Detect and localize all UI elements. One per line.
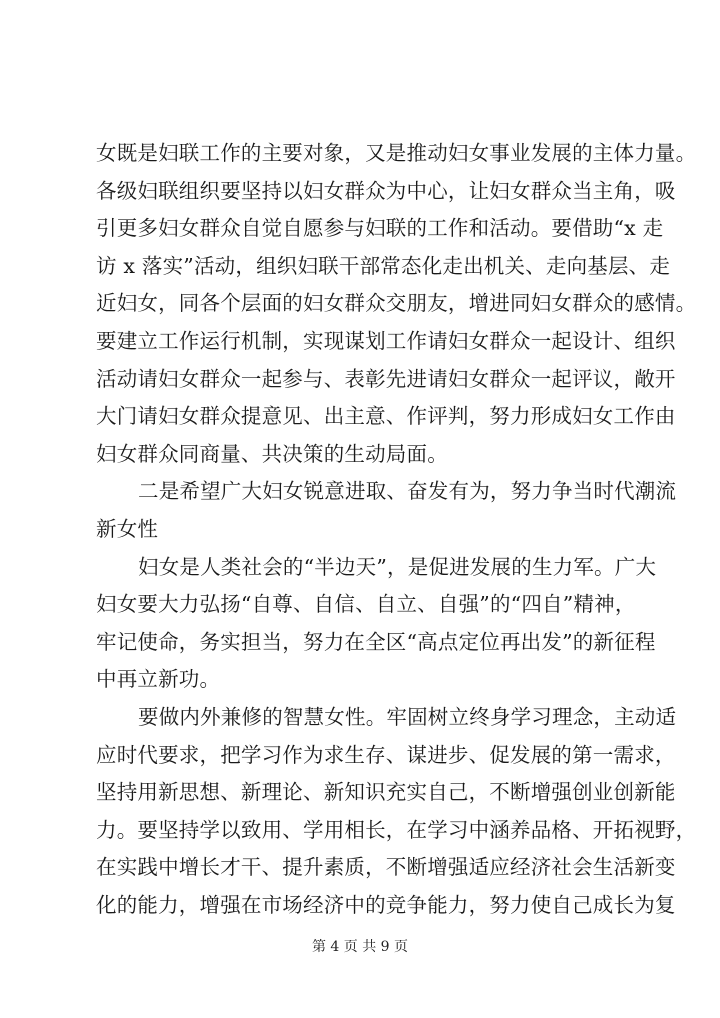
text-line: 要建立工作运行机制，实现谋划工作请妇女群众一起设计、组织: [96, 328, 676, 353]
text-line: 女既是妇联工作的主要对象，又是推动妇女事业发展的主体力量。: [96, 141, 697, 165]
text-line: 应时代要求，把学习作为求生存、谋进步、促发展的第一需求，: [96, 742, 676, 767]
text-line: 各级妇联组织要坚持以妇女群众为中心，让妇女群众当主角，吸: [96, 178, 676, 203]
text-line: 妇女是人类社会的“半边天”，是促进发展的生力军。广大: [138, 554, 657, 579]
text-line: 中再立新功。: [96, 667, 221, 692]
text-line: 化的能力，增强在市场经济中的竞争能力，努力使自己成长为复: [96, 892, 676, 917]
text-line: 牢记使命，务实担当，努力在全区“高点定位再出发”的新征程: [96, 629, 656, 654]
text-line: 大门请妇女群众提意见、出主意、作评判，努力形成妇女工作由: [96, 404, 676, 429]
text-line: 力。要坚持学以致用、学用相长，在学习中涵养品格、开拓视野，: [96, 817, 697, 842]
section-heading-line: 新女性: [96, 516, 159, 541]
page-number-footer: 第 4 页 共 9 页: [311, 939, 409, 955]
text-line: 妇女要大力弘扬“自尊、自信、自立、自强”的“四自”精神，: [96, 592, 636, 617]
text-line: 引更多妇女群众自觉自愿参与妇联的工作和活动。要借助“x 走: [96, 216, 664, 241]
text-line: 要做内外兼修的智慧女性。牢固树立终身学习理念，主动适: [138, 704, 677, 729]
text-line: 近妇女，同各个层面的妇女群众交朋友，增进同妇女群众的感情。: [96, 291, 697, 316]
document-body: [96, 135, 697, 924]
text-line: 妇女群众同商量、共决策的生动局面。: [96, 441, 448, 466]
text-line: 活动请妇女群众一起参与、表彰先进请妇女群众一起评议，敞开: [96, 366, 676, 391]
text-line: 在实践中增长才干、提升素质，不断增强适应经济社会生活新变: [96, 855, 676, 880]
text-line: 访 x 落实”活动，组织妇联干部常态化走出机关、走向基层、走: [96, 253, 671, 278]
section-heading-line: 二是希望广大妇女锐意进取、奋发有为，努力争当时代潮流: [138, 479, 677, 504]
text-line: 坚持用新思想、新理论、新知识充实自己，不断增强创业创新能: [96, 780, 676, 805]
